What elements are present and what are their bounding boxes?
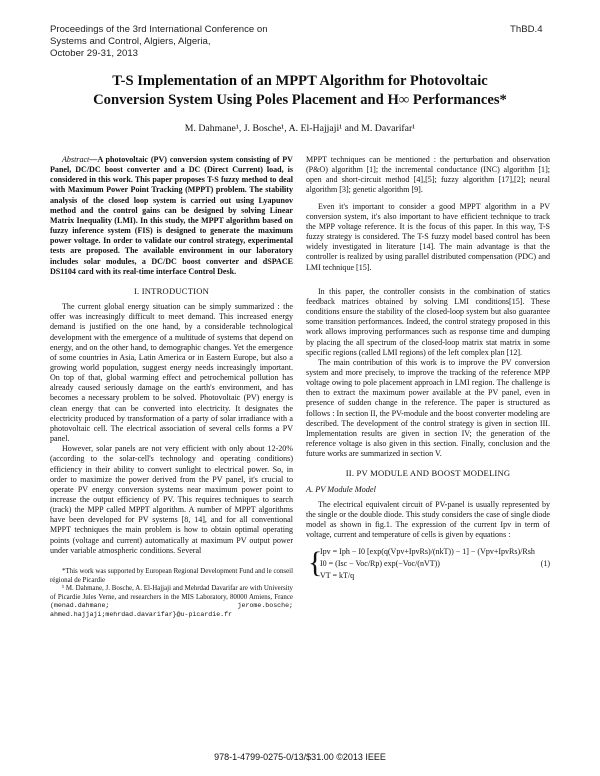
abstract-text: —A photovoltaic (PV) conversion system consisting of PV Panel, DC/DC boost converter and a DC (Direct Current) load, is considered in this work. This paper proposes T-S fuzzy method to deal with Maximum Power Point Tracking (MPPT) problem. The stability analysis of the closed loop system is carried out using Lyapunov method and the control gains can be designed by solving Linear Matrix Inequality (LMI). In this study, the MPPT algorithm based on fuzzy inference system (FIS) is designed to generate the maximum power voltage. In order to validate our control strategy, experimental tests are proposed. The available environment in our laboratory includes solar modules, a DC/DC boost converter and dSPACE DS1104 card with its real-time interface Control Desk. bbox=[50, 155, 293, 276]
author-emails: (menad.dahmane; jerome.bosche; ahmed.hajjaji;mehrdad.davarifar}@u-picardie.fr bbox=[50, 602, 293, 618]
abstract bbox=[50, 155, 293, 277]
equation-line: Ipv = Iph − I0 [exp(q(Vpv+IpvRs)/(nkT)) − 1] − (Vpv+IpvRs)/Rsh bbox=[320, 547, 535, 557]
paper-id: ThBD.4 bbox=[510, 24, 543, 35]
author-list: M. Dahmane¹, J. Bosche¹, A. El-Hajjaji¹ and M. Davarifar¹ bbox=[184, 123, 416, 134]
copyright-footer: 978-1-4799-0275-0/13/$31.00 ©2013 IEEE bbox=[214, 752, 386, 762]
right-column bbox=[306, 155, 550, 582]
abstract-lead: Abstract bbox=[62, 155, 90, 164]
conference-line: October 29-31, 2013 bbox=[50, 48, 139, 59]
right-paragraph: The electrical equivalent circuit of PV-panel is usually represented by the single or the double diode. This study considers the case of single diode model as shown in fig.1. The expression of the current Ipv in term of voltage, current and temperature of cells is given by equations : bbox=[306, 499, 550, 540]
intro-paragraph: However, solar panels are not very efficient with only about 12-20% (according to the solar-cell's technology and operating conditions) efficiency in their ability to convert sunlight to electrical power. So, in order to maximize the power derived from the PV panel, it's crucial to operate PV energy conversion systems near maximum power point to increase the output efficiency of PV. This requires techniques to search (track) the MPP called MPPT algorithm. A number of MPPT algorithms have been developed for PV systems [8, 14], and for all conventional MPPT techniques the main problem is how to obtain optimal operating points (voltage and current) automatically at maximum PV output power under variable atmospheric conditions. Several bbox=[50, 444, 293, 555]
conference-header bbox=[50, 24, 268, 60]
left-column bbox=[50, 155, 293, 620]
equation-brace: { bbox=[308, 546, 323, 580]
footnote-funding: *This work was supported by European Regional Development Fund and le conseil régional de Picardie bbox=[50, 567, 293, 584]
conference-line: Systems and Control, Algiers, Algeria, bbox=[50, 36, 211, 47]
footnotes bbox=[50, 568, 293, 620]
right-paragraph: MPPT techniques can be mentioned : the perturbation and observation (P&O) algorithm [1]; the incremental conductance (INC) algorithm [1]; open and short-circuit method [4],[5]; fuzzy algorithm [17],[2]; neural algorithm [3]; genetic algorithm [9]. bbox=[306, 155, 550, 195]
section-heading-pv-modeling: II. PV MODULE AND BOOST MODELING bbox=[345, 468, 511, 479]
right-paragraph: The main contribution of this work is to improve the PV conversion system and more precisely, to improve the tracking of the reference MPP voltage owing to pole placement approach in LMI region. The challenge is then to extract the maximum power available at the PV panel, even in presence of sudden change in the reference. The paper is structured as follows : In section II, the PV-module and the boost converter modeling are described. The development of the control strategy is given in section III. Implementation results are given in section IV; the generation of the reference voltage is also given in this section. Finally, conclusion and the future works are summarized in section V. bbox=[306, 357, 550, 459]
right-paragraph: Even it's important to consider a good MPPT algorithm in a PV conversion system, it's also important to have efficient technique to track the MPP voltage reference. It is the focus of this paper. In this way, T-S fuzzy strategy is considered. The T-S fuzzy model based control has been widely investigated in literature [14]. The main advantage is that the controller is realized by using parallel distributed compensation (PDC) and LMI technique [15]. bbox=[306, 201, 550, 272]
intro-paragraph: The current global energy situation can be simply summarized : the offer was increasingly difficult to meet demand. This increased energy demand is justified on the one hand, by a considerable technological development with the emergence of a multitude of systems that depend on energy, and on the other hand, to demographic changes. Yet the emergence of some countries in Asia, Latin America or in Eastern Europe, but also a growing world population, suggest energy needs increasingly important. On top of that, global warming effect and petrochemical pollution has already caused seriously damage on the earth's environment, and has becomes a necessary problem to be solved. Photovoltaic (PV) energy is clean energy that can be converted into electricity. It designates the electricity produced by transformation of a party of solar irradiance with a photovoltaic cell. The electrical association of several cells forms a PV panel. bbox=[50, 302, 293, 444]
affiliation-text: ¹ M. Dahmane, J. Bosche, A. El-Hajjaji and Mehrdad Davarifar are with University of Picardie Jules Verne, and researchers in the MIS Laboratory, 80000 Amiens, France bbox=[50, 585, 293, 601]
paper-title bbox=[40, 72, 560, 110]
equation-line: I0 = (Isc − Voc/Rp) exp(−Voc/(nVT)) bbox=[320, 559, 440, 569]
title-line: T-S Implementation of an MPPT Algorithm for Photovoltaic bbox=[112, 73, 488, 89]
title-line: Conversion System Using Poles Placement and H∞ Performances* bbox=[93, 92, 507, 108]
equation-1 bbox=[306, 546, 550, 582]
conference-line: Proceedings of the 3rd International Conference on bbox=[50, 24, 268, 35]
equation-line: VT = kT/q bbox=[320, 571, 355, 581]
footnote-affiliation bbox=[50, 585, 293, 619]
section-heading-introduction: I. INTRODUCTION bbox=[133, 285, 210, 296]
equation-number: (1) bbox=[540, 559, 550, 569]
subsection-heading-pv-model: A. PV Module Model bbox=[306, 484, 376, 494]
right-paragraph: In this paper, the controller consists in the combination of statics feedback matrices obtained by solving LMI conditions[15]. These conditions ensure the stability of the closed-loop system but also guarantee some transition performances. Indeed, the control strategy proposed in this work allows improving performances such as response time and dumping by placing the all spectrum of the closed-loop matrix stat matrix in some specific regions (called LMI regions) of the left complex plan [12]. bbox=[306, 286, 550, 357]
